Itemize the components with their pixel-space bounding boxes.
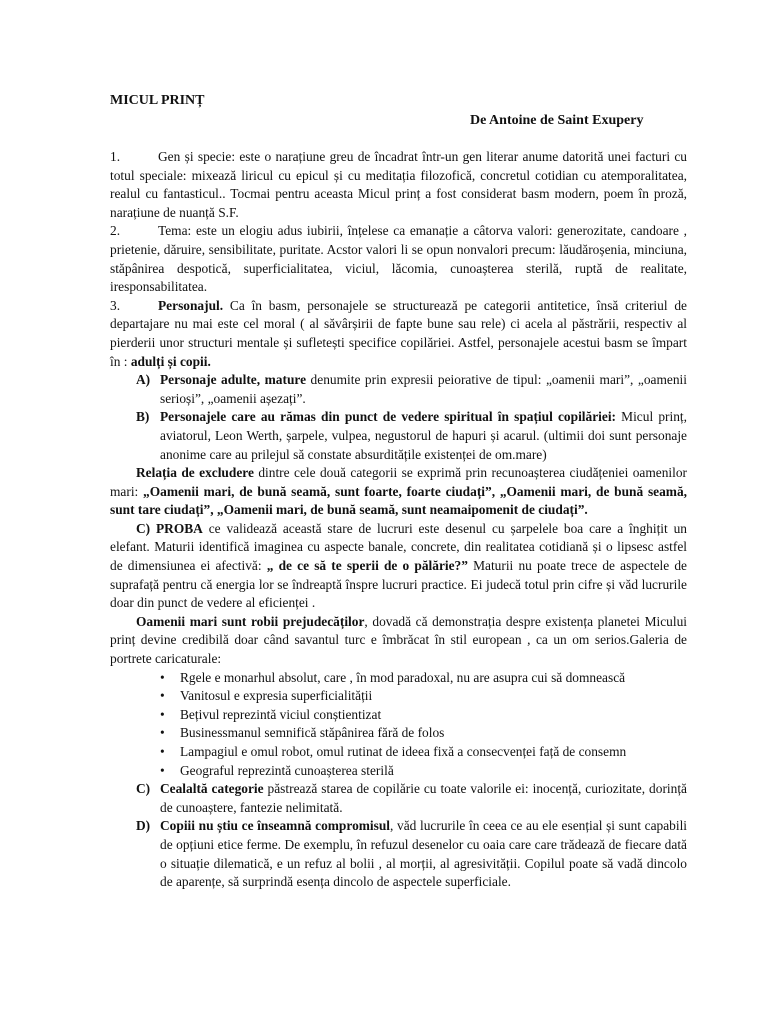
bullet-item: [110, 743, 687, 762]
paragraph-emphasis: adulți și copii.: [130, 353, 211, 369]
bullet-icon: •: [160, 706, 165, 722]
paragraph-quote: „ de ce să te sperii de o pălărie?”: [266, 558, 468, 574]
list-text: denumite prin expresii peiorative de tipul: „oamenii mari”, „oamenii serioși”, „oamenii așezați”.: [160, 372, 687, 406]
list-text: păstrează starea de copilărie cu toate valorile ei: inocență, curiozitate, dorință de cunoaștere, fantezie nelimitată.: [160, 781, 687, 815]
document-title: MICUL PRINȚ: [110, 93, 205, 108]
paragraph-genre: [110, 148, 687, 222]
paragraph-heading: Personajul.: [158, 297, 224, 313]
document-body: [110, 148, 687, 892]
paragraph-text: , dovadă că demonstrația despre existența planetei Micului prinț devine credibilă doar când savantul turc e îmbrăcat în stil european , ca un om serios.Galeria de portrete caricaturale:: [110, 613, 687, 667]
list-label: B): [136, 409, 150, 425]
paragraph-characters: [110, 297, 687, 371]
list-label: D): [136, 818, 151, 834]
list-text: , văd lucrurile în ceea ce au ele esențial și sunt capabili de opțiuni etice ferme. De exemplu, în refuzul desenelor cu oaia care care trădează de fiecare dată o situație dilematică, e un refuz al bolii , al morții, al agresivității. Copilul poate să vadă dincolo de aparențe, să surprindă esența dincolo de aspectele superficiale.: [160, 818, 688, 890]
paragraph-text-2: Maturii nu poate trece de aspectele de suprafață pentru că energia lor se îndreaptă înspre lucruri practice. Ei judecă totul prin cifre și văd lucrurile doar din punct de vedere al eficienței .: [110, 558, 687, 611]
list-item-children: [110, 408, 687, 464]
bullet-item: [110, 687, 687, 706]
list-text: Micul prinț, aviatorul, Leon Werth, șarpele, vulpea, negustorul de hapuri și acarul. (ultimii doi sunt personaje anonime care au prilejul să constate absurditățile existenței de om.mare): [160, 409, 687, 462]
paragraph-text: dintre cele două categorii se exprimă prin recunoașterea ciudățeniei oamenilor mari:: [110, 465, 687, 499]
paragraph-text: Gen și specie: este o narațiune greu de încadrat într-un gen literar anume datorită unei facturi cu totul speciale: mixează liricul cu epicul și cu meditația filozofică, concretul cotidian cu atemporalitatea, realul cu fantasticul.. Tocmai pentru aceasta Micul prinț a fost considerat basm modern, poem în proză, narațiune de nuanță S.F.: [110, 149, 687, 220]
list-heading: Personajele care au rămas din punct de vedere spiritual în spațiul copilăriei:: [160, 409, 616, 425]
bullet-icon: •: [160, 744, 165, 759]
bullet-text: Lampagiul e omul robot, omul rutinat de ideea fixă a consecvenței față de consemn: [180, 744, 627, 759]
bullet-icon: •: [160, 669, 165, 685]
bullet-icon: •: [160, 725, 165, 741]
paragraph-number: 3.: [110, 297, 121, 313]
bullet-item: [110, 669, 687, 688]
paragraph-number: 2.: [110, 223, 121, 239]
list-heading: Copiii nu știu ce înseamnă compromisul: [160, 818, 391, 834]
bullet-text: Bețivul reprezintă viciul conștientizat: [180, 706, 382, 722]
bullet-text: Vanitosul e expresia superficialității: [180, 688, 373, 704]
paragraph-heading: C) PROBA: [136, 520, 203, 536]
document-author: De Antoine de Saint Exupery: [470, 113, 644, 128]
bullet-item: [110, 706, 687, 725]
list-label: A): [136, 372, 151, 388]
paragraph-text: Ca în basm, personajele se structurează pe categorii antitetice, însă criteriul de departajare nu mai este cel moral ( al săvârșirii de fapte bune sau rele) ci acela al păstrării, respectiv al pierderii unor structuri mentale și sufletești specifice copilăriei. Astfel, personajele acestui basm se împart în :: [110, 297, 687, 369]
bullet-text: Businessmanul semnifică stăpânirea fără de folos: [180, 725, 445, 741]
list-item-other-category: [110, 780, 687, 817]
list-item-adults: [110, 371, 687, 408]
paragraph-heading: Relația de excludere: [136, 465, 254, 481]
paragraph-heading: Oamenii mari sunt robii prejudecăților: [136, 613, 365, 629]
bullet-item: [110, 762, 687, 781]
paragraph-quote: „Oamenii mari, de bună seamă, sunt foarte, foarte ciudați”, „Oamenii mari, de bună seamă, sunt tare ciudați”, „Oamenii mari, de bună seamă, sunt neamaipomenit de ciudați”.: [110, 483, 687, 518]
paragraph-proof: [110, 520, 687, 613]
bullet-text: Rgele e monarhul absolut, care , în mod paradoxal, nu are asupra cui să domnească: [180, 669, 626, 685]
list-heading: Personaje adulte, mature: [160, 372, 307, 388]
paragraph-text: ce validează această stare de lucruri este desenul cu șarpelele boa care a înghițit un elefant. Maturii identifică imaginea cu aspecte banale, concrete, din realitatea cotidiană și o lipsesc astfel de dimensiunea ei afectivă:: [110, 520, 687, 574]
paragraph-text: Tema: este un elogiu adus iubirii, înțelese ca emanație a câtorva valori: generozitate, candoare , prietenie, dăruire, sensibilitate, puritate. Acstor valori li se opun nonvalori precum: lăudăroșenia, minciuna, stăpânirea despotică, superficialitatea, viciul, lăcomia, cunoașterea sterilă, ruptă de realitate, iresponsabilitatea.: [110, 223, 687, 295]
paragraph-prejudice: [110, 613, 687, 669]
paragraph-number: 1.: [110, 149, 121, 164]
bullet-text: Geograful reprezintă cunoașterea sterilă: [180, 762, 394, 778]
list-heading: Cealaltă categorie: [160, 781, 264, 797]
paragraph-theme: [110, 222, 687, 296]
paragraph-exclusion: [110, 464, 687, 520]
bullet-item: [110, 724, 687, 743]
bullet-icon: •: [160, 762, 165, 778]
bullet-icon: •: [160, 688, 165, 704]
list-label: C): [136, 781, 151, 797]
list-item-compromise: [110, 817, 687, 891]
